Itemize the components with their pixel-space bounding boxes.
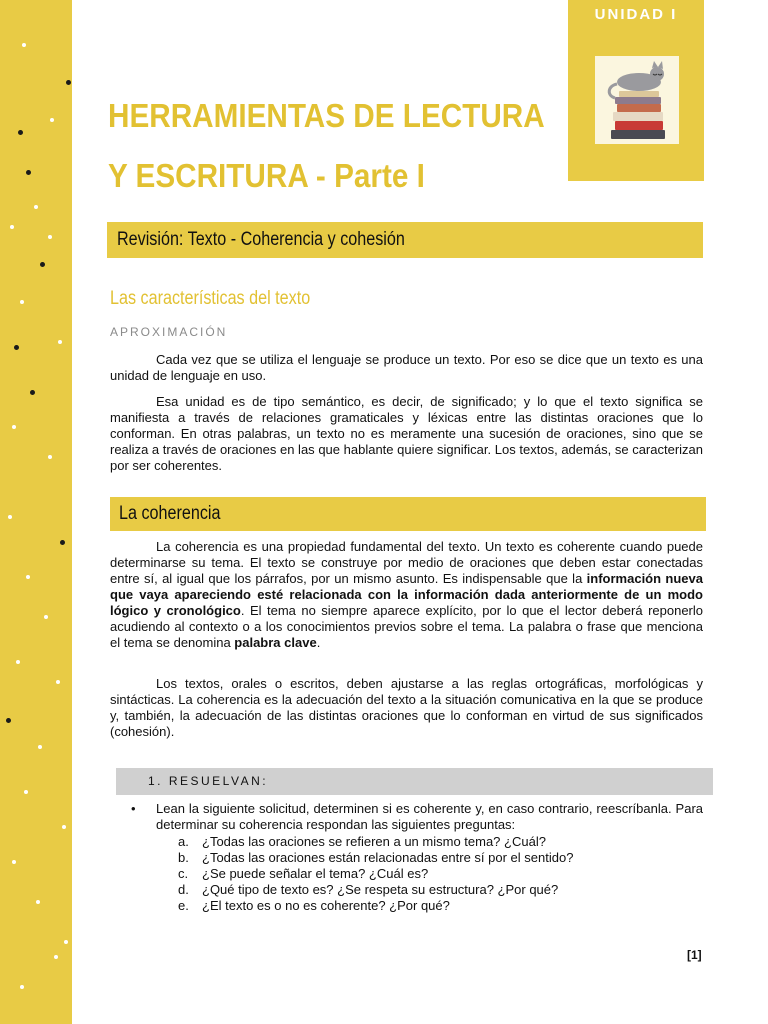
title-line-2: Y ESCRITURA - Parte I: [108, 157, 425, 194]
section-band-review-label: Revisión: Texto - Coherencia y cohesión: [117, 229, 405, 250]
paragraph-3-text-e: .: [316, 635, 321, 650]
decorative-dot: [50, 118, 54, 122]
paragraph-3-text-c: . El tema no siempre aparece explícito, por lo que el lector deberá reponerlo acudiendo al contexto o a los conocimientos previos sobre el tema. La palabra o frase que menciona el tema se denomina: [110, 603, 703, 650]
decorative-dot: [8, 515, 12, 519]
decorative-dot: [20, 985, 24, 989]
approximation-label: APROXIMACIÓN: [110, 325, 228, 339]
unit-label: UNIDAD I: [594, 6, 678, 23]
decorative-dot: [18, 130, 23, 135]
question-item: [178, 898, 573, 914]
section-band-review: [107, 222, 703, 258]
decorative-dot: [58, 340, 62, 344]
activity-instruction: Lean la siguiente solicitud, determinen si es coherente y, en caso contrario, reescríbanla. Para determinar su coherencia respondan las siguientes preguntas:: [156, 801, 703, 832]
decorative-dot: [44, 615, 48, 619]
section-band-coherence-label: La coherencia: [119, 503, 221, 524]
decorative-dot: [62, 825, 66, 829]
page-number: [1]: [687, 948, 702, 962]
decorative-dot: [48, 235, 52, 239]
question-text: ¿Se puede señalar el tema? ¿Cuál es?: [202, 866, 429, 881]
decorative-dot: [60, 540, 65, 545]
question-letter: e.: [178, 898, 189, 913]
section-band-coherence: [110, 497, 706, 531]
paragraph-2-text: Esa unidad es de tipo semántico, es decir, de significado; y lo que el texto significa se manifiesta a través de relaciones gramaticales y léxicas entre las distintas oraciones que lo conforman. En otras palabras, un texto no es meramente una sucesión de oraciones, sino que se realiza a través de oraciones en las que hablante quiere significar. Los textos, además, se caracterizan por ser coherentes.: [110, 394, 703, 473]
decorative-dot: [36, 900, 40, 904]
decorative-dot: [38, 745, 42, 749]
question-text: ¿Todas las oraciones se refieren a un mismo tema? ¿Cuál?: [202, 834, 546, 849]
unit-box: [568, 0, 704, 181]
title-line-1: HERRAMIENTAS DE LECTURA: [108, 97, 545, 134]
decorative-dot: [12, 425, 16, 429]
page-title: [108, 86, 545, 206]
decorative-dot: [30, 390, 35, 395]
paragraph-3-text-a: La coherencia es una propiedad fundamental del texto. Un texto es coherente cuando puede determinarse su tema. El texto se construye por medio de oraciones que deben estar conectadas entre sí, al igual que los párrafos, por un mismo asunto. Es indispensable que la: [110, 539, 703, 586]
decorative-dot: [20, 300, 24, 304]
question-item: [178, 882, 573, 898]
decorative-dot: [64, 940, 68, 944]
decorative-dot: [56, 680, 60, 684]
paragraph-4: [110, 676, 703, 740]
bullet-icon: •: [131, 801, 136, 816]
decorative-dot: [26, 575, 30, 579]
decorative-left-strip: [0, 0, 72, 1024]
question-item: [178, 866, 573, 882]
question-item: [178, 850, 573, 866]
question-letter: b.: [178, 850, 189, 865]
decorative-dot: [24, 790, 28, 794]
activity-header: 1. RESUELVAN:: [116, 768, 713, 795]
decorative-dot: [10, 225, 14, 229]
decorative-dot: [34, 205, 38, 209]
question-text: ¿El texto es o no es coherente? ¿Por qué?: [202, 898, 450, 913]
paragraph-3: [110, 539, 703, 651]
decorative-dot: [40, 262, 45, 267]
question-letter: d.: [178, 882, 189, 897]
paragraph-3-bold-2: palabra clave: [234, 635, 317, 650]
decorative-dot: [54, 955, 58, 959]
decorative-dot: [14, 345, 19, 350]
paragraph-3-bold-1: información nueva que vaya apareciendo esté relacionada con la información dada anteriormente de un modo lógico y cronológico: [110, 571, 704, 618]
decorative-dot: [26, 170, 31, 175]
paragraph-1: [110, 352, 703, 384]
paragraph-2: [110, 394, 703, 474]
decorative-dot: [12, 860, 16, 864]
decorative-dot: [6, 718, 11, 723]
question-text: ¿Qué tipo de texto es? ¿Se respeta su estructura? ¿Por qué?: [202, 882, 559, 897]
paragraph-4-text: Los textos, orales o escritos, deben ajustarse a las reglas ortográficas, morfológicas y sintácticas. La coherencia es la adecuación del texto a la situación comunicativa en la que se produce y, también, la adecuación de las distintas oraciones que lo conforman en virtud de sus significados (cohesión).: [110, 676, 703, 739]
decorative-dot: [22, 43, 26, 47]
section-subtitle: Las características del texto: [110, 288, 311, 309]
decorative-dot: [66, 80, 71, 85]
decorative-dot: [16, 660, 20, 664]
question-letter: c.: [178, 866, 189, 881]
cat-on-books-icon: [595, 56, 679, 144]
paragraph-1-text: Cada vez que se utiliza el lenguaje se produce un texto. Por eso se dice que un texto es una unidad de lenguaje en uso.: [110, 352, 703, 383]
question-text: ¿Todas las oraciones están relacionadas entre sí por el sentido?: [202, 850, 574, 865]
question-item: [178, 834, 573, 850]
question-letter: a.: [178, 834, 189, 849]
decorative-dot: [48, 455, 52, 459]
question-list: [178, 834, 573, 914]
